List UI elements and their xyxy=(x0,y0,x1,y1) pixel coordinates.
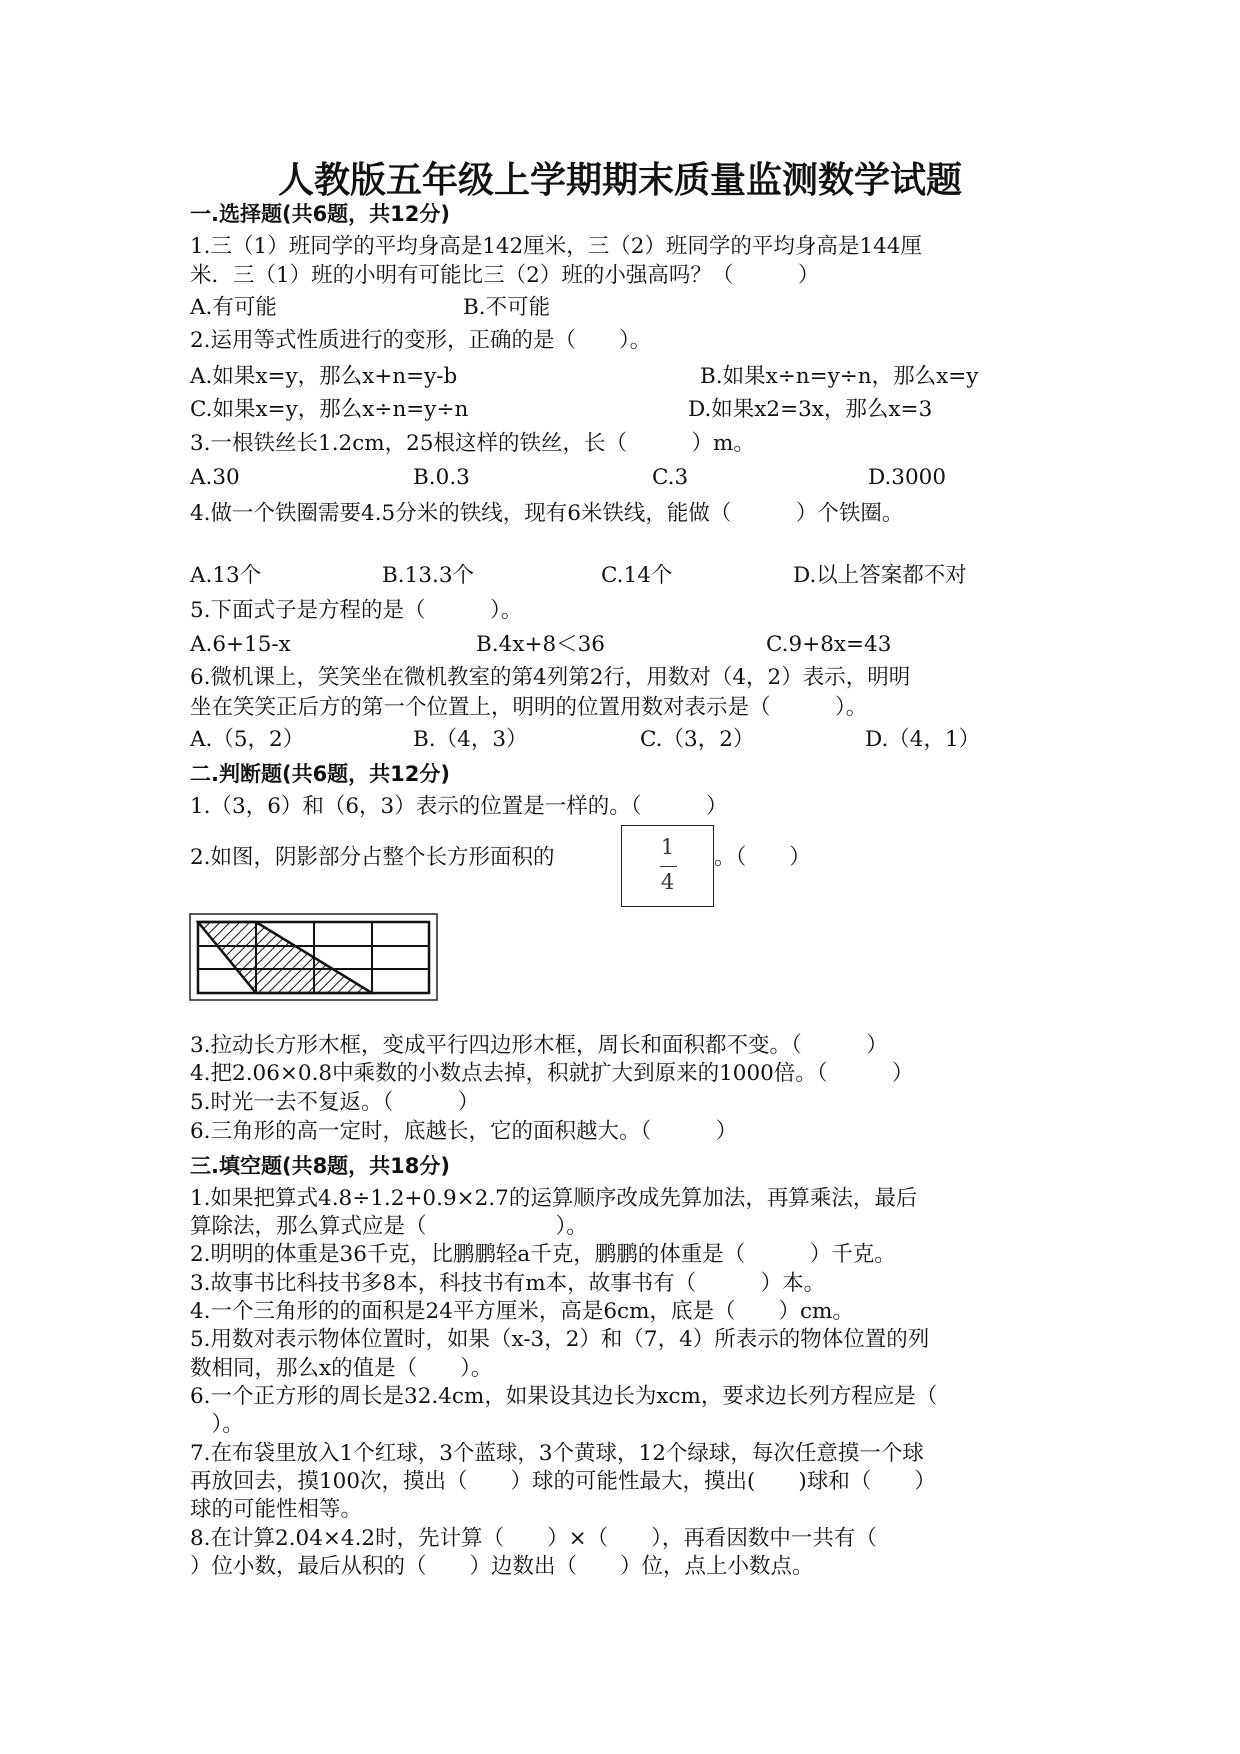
question-text: 5.下面式子是方程的是（ ）。 xyxy=(190,598,523,623)
option: B.13.3个 xyxy=(382,563,475,588)
section-heading-choice: 一.选择题(共6题，共12分) xyxy=(190,202,451,226)
option: A.6+15-x xyxy=(190,632,291,657)
question-text: ）。 xyxy=(190,1412,244,1437)
option: C.如果x=y，那么x÷n=y÷n xyxy=(190,397,469,422)
option: A.13个 xyxy=(190,563,262,588)
section-heading-fill: 三.填空题(共8题，共18分) xyxy=(190,1154,451,1178)
option: A.（5，2） xyxy=(190,727,305,752)
fraction-denominator: 4 xyxy=(660,870,675,894)
question-text: 1.三（1）班同学的平均身高是142厘米，三（2）班同学的平均身高是144厘 xyxy=(190,234,922,259)
question-text: 4.一个三角形的的面积是24平方厘米，高是6cm，底是（ ）cm。 xyxy=(190,1299,854,1324)
shaded-rectangle-figure xyxy=(189,913,439,1002)
question-text: 球的可能性相等。 xyxy=(190,1497,363,1522)
question-text: 1.如果把算式4.8÷1.2+0.9×2.7的运算顺序改成先算加法，再算乘法，最后 xyxy=(190,1186,918,1211)
question-text: 2.如图，阴影部分占整个长方形面积的 xyxy=(190,845,555,870)
option: C.3 xyxy=(652,465,689,490)
question-text: 再放回去，摸100次，摸出（ ）球的可能性最大，摸出( )球和（ ） xyxy=(190,1469,936,1494)
question-text: ）位小数，最后从积的（ ）边数出（ ）位，点上小数点。 xyxy=(190,1554,814,1579)
option: B.（4，3） xyxy=(413,727,528,752)
question-text: 1.（3，6）和（6，3）表示的位置是一样的。（ ） xyxy=(190,794,728,819)
option: D.（4，1） xyxy=(865,727,981,752)
question-text: 。（ ） xyxy=(714,845,811,870)
question-text: 2.明明的体重是36千克，比鹏鹏轻a千克，鹏鹏的体重是（ ）千克。 xyxy=(190,1242,896,1267)
question-text: 7.在布袋里放入1个红球，3个蓝球，3个黄球，12个绿球，每次任意摸一个球 xyxy=(190,1441,924,1466)
question-text: 3.拉动长方形木框，变成平行四边形木框，周长和面积都不变。（ ） xyxy=(190,1033,888,1058)
option: D.3000 xyxy=(868,465,947,490)
question-text: 6.微机课上，笑笑坐在微机教室的第4列第2行，用数对（4，2）表示，明明 xyxy=(190,665,911,690)
option: A.30 xyxy=(190,465,240,490)
option: A.如果x=y，那么x+n=y-b xyxy=(190,364,458,389)
question-text: 2.运用等式性质进行的变形，正确的是（ ）。 xyxy=(190,328,652,353)
option: B.4x+8＜36 xyxy=(476,632,605,657)
option: D.如果x2=3x，那么x=3 xyxy=(688,397,933,422)
fraction-box xyxy=(621,825,714,907)
option: B.0.3 xyxy=(413,465,470,490)
option: C.9+8x=43 xyxy=(766,632,892,657)
question-text: 8.在计算2.04×4.2时，先计算（ ）×（ ），再看因数中一共有（ xyxy=(190,1526,877,1551)
question-text: 3.故事书比科技书多8本，科技书有m本，故事书有（ ）本。 xyxy=(190,1271,826,1296)
fraction-numerator: 1 xyxy=(660,835,675,859)
option: C.（3，2） xyxy=(640,727,755,752)
option: C.14个 xyxy=(601,563,673,588)
question-text: 米．三（1）班的小明有可能比三（2）班的小强高吗？（ ） xyxy=(190,263,820,288)
question-text: 算除法，那么算式应是（ ）。 xyxy=(190,1214,588,1239)
section-heading-judge: 二.判断题(共6题，共12分) xyxy=(190,762,451,786)
page-title: 人教版五年级上学期期末质量监测数学试题 xyxy=(277,160,962,201)
question-text: 坐在笑笑正后方的第一个位置上，明明的位置用数对表示是（ ）。 xyxy=(190,695,868,720)
question-text: 3.一根铁丝长1.2cm，25根这样的铁丝，长（ ）m。 xyxy=(190,431,755,456)
question-text: 6.三角形的高一定时，底越长，它的面积越大。（ ） xyxy=(190,1119,738,1144)
fraction-bar xyxy=(660,866,677,867)
question-text: 5.时光一去不复返。（ ） xyxy=(190,1090,480,1115)
question-text: 5.用数对表示物体位置时，如果（x-3，2）和（7，4）所表示的物体位置的列 xyxy=(190,1327,930,1352)
question-text: 4.做一个铁圈需要4.5分米的铁线，现有6米铁线，能做（ ）个铁圈。 xyxy=(190,501,904,526)
option: B.如果x÷n=y÷n，那么x=y xyxy=(700,364,979,389)
option: A.有可能 xyxy=(190,295,277,320)
option: B.不可能 xyxy=(463,295,551,320)
question-text: 6.一个正方形的周长是32.4cm，如果设其边长为xcm，要求边长列方程应是（ xyxy=(190,1384,938,1409)
question-text: 4.把2.06×0.8中乘数的小数点去掉，积就扩大到原来的1000倍。（ ） xyxy=(190,1061,914,1086)
option: D.以上答案都不对 xyxy=(793,563,967,588)
question-text: 数相同，那么x的值是（ ）。 xyxy=(190,1356,493,1381)
